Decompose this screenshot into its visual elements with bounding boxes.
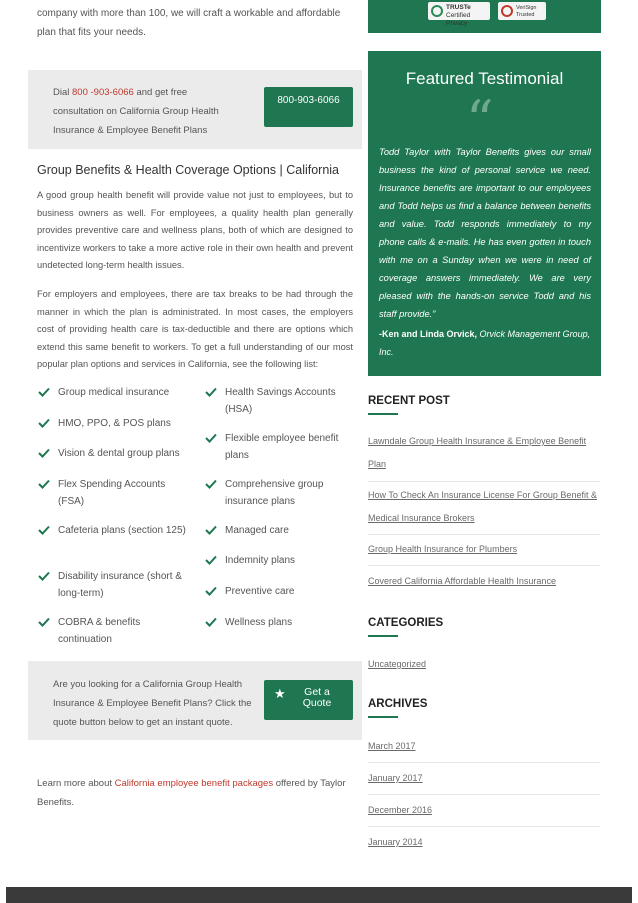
recent-post-link[interactable]: Lawndale Group Health Insurance & Employee Benefit Plan xyxy=(368,436,587,469)
recent-post-link[interactable]: Group Health Insurance for Plumbers xyxy=(368,544,518,554)
check-icon xyxy=(38,387,50,397)
verisign-line2: Trusted xyxy=(516,11,535,18)
quote-icon: “ xyxy=(466,89,494,152)
testimonial-box xyxy=(368,51,601,376)
recent-post-link[interactable]: Covered California Affordable Health Insurance xyxy=(368,576,556,586)
heading-rule xyxy=(368,635,398,637)
get-quote-label: Get a Quote xyxy=(302,686,332,709)
truste-seal-icon xyxy=(431,5,443,17)
testimonial-author xyxy=(379,325,591,361)
list-item-label: Group medical insurance xyxy=(58,387,170,398)
paragraph-tax: For employers and employees, there are tax breaks to be had through the manner in which the plan is administrated. In most cases, the employers cost of providing health care is tax-deductible and there are options which extend this same benefit to workers. To get a full understanding of our most popular plan options and services in California, see the following list: xyxy=(37,289,353,369)
star-icon: ★ xyxy=(274,686,286,701)
consultation-pre: Dial xyxy=(53,87,73,98)
list-item-label: Disability insurance (short & long-term) xyxy=(58,571,182,599)
truste-badge[interactable] xyxy=(428,2,490,27)
author-company: Orvick Management Group, Inc. xyxy=(379,329,591,357)
archive-link[interactable]: March 2017 xyxy=(368,741,416,751)
divider xyxy=(368,534,600,535)
list-item-label: Wellness plans xyxy=(225,617,293,628)
quote-callout xyxy=(28,661,362,740)
check-icon xyxy=(38,448,50,458)
testimonial-body: Todd Taylor with Taylor Benefits gives our small business the kind of personal service we need. Insurance benefits are important to our employees and Todd helps us find a balance between benefits and value. Todd responds immediately to my phone calls & e-mails. He has even gotten in touch with me on a Sunday when we were in need of coverage answers immediately. We are very pleased with the hands-on service Todd and his staff provide.” xyxy=(379,147,591,319)
truste-line2: Certified Privacy xyxy=(446,12,471,27)
learn-post: offered by Taylor Benefits. xyxy=(37,778,346,808)
check-icon xyxy=(205,555,217,565)
list-item-label: Vision & dental group plans xyxy=(58,448,180,459)
call-button[interactable]: 800-903-6066 xyxy=(264,87,353,127)
heading-rule xyxy=(368,716,398,718)
testimonial-title: Featured Testimonial xyxy=(405,69,564,88)
check-icon xyxy=(205,617,217,627)
paragraph-benefits: A good group health benefit will provide value not just to employees, but to business owners as well. For employees, a quality health plan generally provides preventive care and wellness plans, both of which are designed to incentivize workers to take a more active role in their own health and prevent undetected long-term health issues. xyxy=(37,190,353,270)
check-icon xyxy=(205,525,217,535)
list-item-label: Managed care xyxy=(225,525,289,536)
archive-link[interactable]: December 2016 xyxy=(368,805,433,815)
footer-bar xyxy=(6,887,632,903)
categories-heading: CATEGORIES xyxy=(368,617,444,629)
divider xyxy=(368,481,600,482)
list-item-label: HMO, PPO, & POS plans xyxy=(58,418,171,429)
list-item-label: Health Savings Accounts (HSA) xyxy=(225,387,336,415)
verisign-line1: VeriSign xyxy=(516,5,537,11)
consultation-callout xyxy=(28,70,362,149)
verisign-seal-icon xyxy=(501,5,513,17)
divider xyxy=(368,565,600,566)
recent-post-heading: RECENT POST xyxy=(368,395,450,407)
quote-callout-text: Are you looking for a California Group Health Insurance & Employee Benefit Plans? Click the quote button below to get an instant quote. xyxy=(53,679,252,728)
archives-heading: ARCHIVES xyxy=(368,698,428,710)
verisign-badge[interactable] xyxy=(498,2,546,20)
check-icon xyxy=(205,387,217,397)
list-item-label: Comprehensive group insurance plans xyxy=(225,479,324,507)
list-item-label: Preventive care xyxy=(225,586,295,597)
recent-post-link[interactable]: How To Check An Insurance License For Group Benefit & Medical Insurance Brokers xyxy=(368,490,597,523)
divider xyxy=(368,794,600,795)
check-icon xyxy=(205,586,217,596)
author-name: -Ken and Linda Orvick, xyxy=(379,329,478,339)
phone-link[interactable]: 800 -903-6066 xyxy=(72,87,134,98)
list-item-label: Cafeteria plans (section 125) xyxy=(58,525,186,536)
section-title: Group Benefits & Health Coverage Options | California xyxy=(37,163,340,177)
benefit-packages-link[interactable]: California employee benefit packages xyxy=(114,778,274,789)
list-item-label: Indemnity plans xyxy=(225,555,296,566)
intro-text: company with more than 100, we will craft a workable and affordable plan that fits your needs. xyxy=(37,8,341,38)
consultation-post: and get free consultation on California Group Health Insurance & Employee Benefit Plans xyxy=(53,87,219,136)
check-icon xyxy=(38,525,50,535)
consultation-text xyxy=(53,83,228,140)
list-item-label: COBRA & benefits continuation xyxy=(58,617,141,645)
check-icon xyxy=(38,571,50,581)
divider xyxy=(368,826,600,827)
check-icon xyxy=(38,617,50,627)
get-quote-button[interactable] xyxy=(264,680,353,720)
heading-rule xyxy=(368,413,398,415)
divider xyxy=(368,762,600,763)
trust-badges-bar xyxy=(368,0,601,33)
archive-link[interactable]: January 2014 xyxy=(368,837,423,847)
check-icon xyxy=(205,479,217,489)
check-icon xyxy=(205,433,217,443)
archive-link[interactable]: January 2017 xyxy=(368,773,423,783)
learn-pre: Learn more about xyxy=(37,778,115,789)
learn-more-text xyxy=(37,774,357,812)
list-item-label: Flexible employee benefit plans xyxy=(225,433,339,461)
check-icon xyxy=(38,479,50,489)
category-link[interactable]: Uncategorized xyxy=(368,659,427,669)
truste-line1: TRUSTe xyxy=(446,4,471,11)
list-item-label: Flex Spending Accounts (FSA) xyxy=(58,479,166,507)
check-icon xyxy=(38,418,50,428)
